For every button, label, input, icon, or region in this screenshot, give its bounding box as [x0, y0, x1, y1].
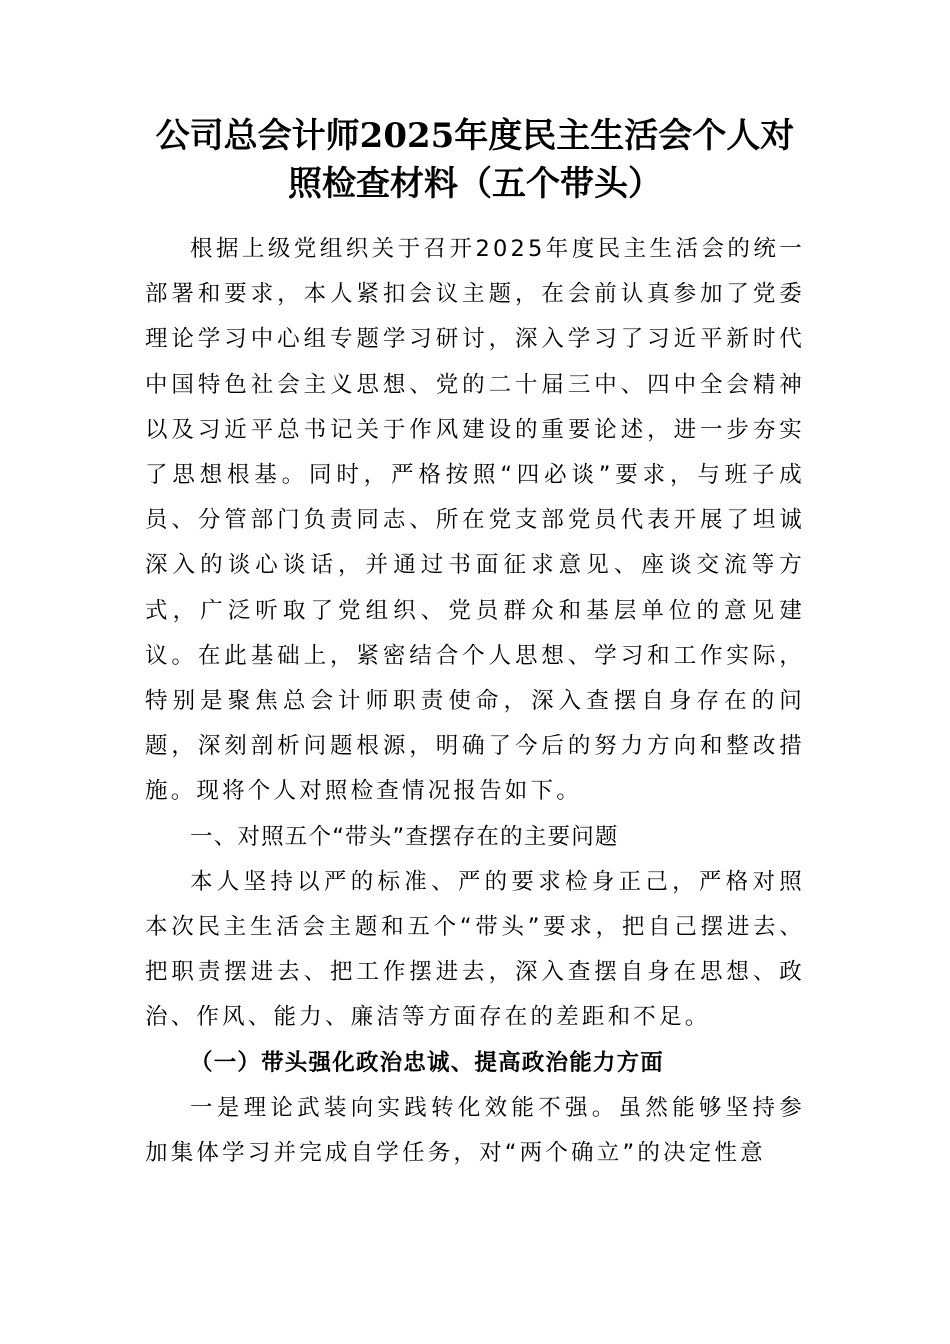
title-line-2: 照检查材料（五个带头）: [288, 164, 662, 204]
title-line-1: 公司总会计师2025年度民主生活会个人对: [155, 116, 795, 156]
subsection-1-paragraph: 一是理论武装向实践转化效能不强。虽然能够坚持参加集体学习并完成自学任务，对“两个确立”的决定性意: [145, 1094, 805, 1167]
section-1-heading: 一、对照五个“带头”查摆存在的主要问题: [190, 823, 619, 850]
document-body: [145, 227, 805, 1176]
section-1-paragraph: 本人坚持以严的标准、严的要求检身正己，严格对照本次民主生活会主题和五个“带头”要求，把自己摆进去、把职责摆进去、把工作摆进去，深入查摆自身在思想、政治、作风、能力、廉洁等方面存在的差距和不足。: [145, 868, 805, 1031]
subsection-1-heading: （一）带头强化政治忠诚、提高政治能力方面: [190, 1049, 665, 1076]
document-title: [120, 112, 830, 208]
intro-paragraph: 根据上级党组织关于召开2025年度民主生活会的统一部署和要求，本人紧扣会议主题，在会前认真参加了党委理论学习中心组专题学习研讨，深入学习了习近平新时代中国特色社会主义思想、党的二十届三中、四中全会精神以及习近平总书记关于作风建设的重要论述，进一步夯实了思想根基。同时，严格按照“四必谈”要求，与班子成员、分管部门负责同志、所在党支部党员代表开展了坦诚深入的谈心谈话，并通过书面征求意见、座谈交流等方式，广泛听取了党组织、党员群众和基层单位的意见建议。在此基础上，紧密结合个人思想、学习和工作实际，特别是聚焦总会计师职责使命，深入查摆自身存在的问题，深刻剖析问题根源，明确了今后的努力方向和整改措施。现将个人对照检查情况报告如下。: [145, 236, 805, 805]
